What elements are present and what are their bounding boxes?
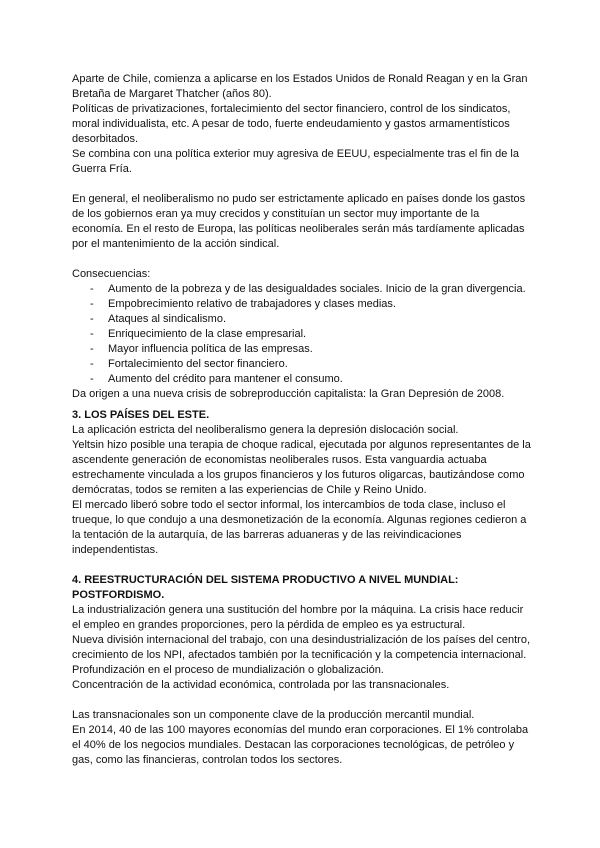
list-item — [72, 297, 532, 312]
section-4-paragraph-5: En 2014, 40 de las 100 mayores economías del mundo eran corporaciones. El 1% controlaba el 40% de los negocios mundiales. Destacan las corporaciones tecnológicas, de petróleo y gas, como las financieras, controlan todos los sectores. — [72, 724, 529, 766]
intro-paragraph-4: En general, el neoliberalismo no pudo ser estrictamente aplicado en países donde los gastos de los gobiernos eran ya muy crecidos y constituían un sector muy importante de la economía. En el resto de Europa, las políticas neoliberales serán más tardíamente aplicadas por el mantenimiento de la acción sindical. — [72, 193, 526, 250]
list-item-text: Aumento del crédito para mantener el consumo. — [108, 373, 343, 385]
intro-paragraph-2: Políticas de privatizaciones, fortalecimiento del sector financiero, control de los sindicatos, moral individualista, etc. A pesar de todo, fuerte endeudamiento y gastos armamentísticos desorbitados. — [72, 103, 511, 145]
list-dash: - — [90, 313, 94, 325]
list-item — [72, 327, 532, 342]
consequences-list — [72, 282, 532, 387]
list-item — [72, 372, 532, 387]
spacer — [72, 252, 532, 267]
page-content — [72, 72, 532, 768]
list-item-text: Ataques al sindicalismo. — [108, 313, 227, 325]
intro-paragraph-3: Se combina con una política exterior muy agresiva de EEUU, especialmente tras el fin de la Guerra Fría. — [72, 148, 519, 175]
spacer — [72, 693, 532, 708]
spacer — [72, 177, 532, 192]
list-dash: - — [90, 298, 94, 310]
list-item-text: Empobrecimiento relativo de trabajadores y clases medias. — [108, 298, 396, 310]
list-dash: - — [90, 343, 94, 355]
list-item — [72, 342, 532, 357]
list-item — [72, 312, 532, 327]
section-3-paragraph-3: El mercado liberó sobre todo el sector informal, los intercambios de toda clase, incluso el trueque, lo que condujo a una desmonetización de la economía. Algunas regiones cedieron a la tentación de la autarquía, de las barreras aduaneras y de las reivindicaciones independentistas. — [72, 499, 527, 556]
section-3-paragraph-2: Yeltsin hizo posible una terapia de choque radical, ejecutada por algunos representantes de la ascendente generación de economistas neoliberales rusos. Esta vanguardia actuaba estrechamente vinculada a los grupos financieros y los futuros oligarcas, bautizándose como demócratas, todos se remiten a las experiencias de Chile y Reino Unido. — [72, 439, 531, 496]
consequences-conclusion: Da origen a una nueva crisis de sobreproducción capitalista: la Gran Depresión de 2008. — [72, 388, 505, 400]
section-4-paragraph-4: Las transnacionales son un componente clave de la producción mercantil mundial. — [72, 709, 475, 721]
section-3-heading: 3. LOS PAÍSES DEL ESTE. — [72, 409, 210, 421]
list-item-text: Aumento de la pobreza y de las desigualdades sociales. Inicio de la gran divergencia. — [108, 283, 526, 295]
spacer — [72, 558, 532, 573]
list-item-text: Enriquecimiento de la clase empresarial. — [108, 328, 307, 340]
list-item — [72, 282, 532, 297]
list-dash: - — [90, 328, 94, 340]
intro-paragraph-1: Aparte de Chile, comienza a aplicarse en los Estados Unidos de Ronald Reagan y en la Gran Bretaña de Margaret Thatcher (años 80). — [72, 73, 528, 100]
list-dash: - — [90, 373, 94, 385]
list-dash: - — [90, 358, 94, 370]
list-item-text: Mayor influencia política de las empresas. — [108, 343, 313, 355]
section-4-paragraph-3: Concentración de la actividad económica, controlada por las transnacionales. — [72, 679, 450, 691]
list-dash: - — [90, 283, 94, 295]
consequences-title: Consecuencias: — [72, 268, 151, 280]
list-item-text: Fortalecimiento del sector financiero. — [108, 358, 288, 370]
section-4-paragraph-2: Nueva división internacional del trabajo, con una desindustrialización de los países del centro, crecimiento de los NPI, afectados también por la tecnificación y la competencia internacional. Profundización en el proceso de mundialización o globalización. — [72, 634, 530, 676]
section-3-paragraph-1: La aplicación estricta del neoliberalismo genera la depresión dislocación social. — [72, 424, 459, 436]
section-4-paragraph-1: La industrialización genera una sustitución del hombre por la máquina. La crisis hace reducir el empleo en grandes proporciones, pero la pérdida de empleo es ya estructural. — [72, 604, 524, 631]
list-item — [72, 357, 532, 372]
section-4-heading: 4. REESTRUCTURACIÓN DEL SISTEMA PRODUCTIVO A NIVEL MUNDIAL: POSTFORDISMO. — [72, 574, 459, 601]
